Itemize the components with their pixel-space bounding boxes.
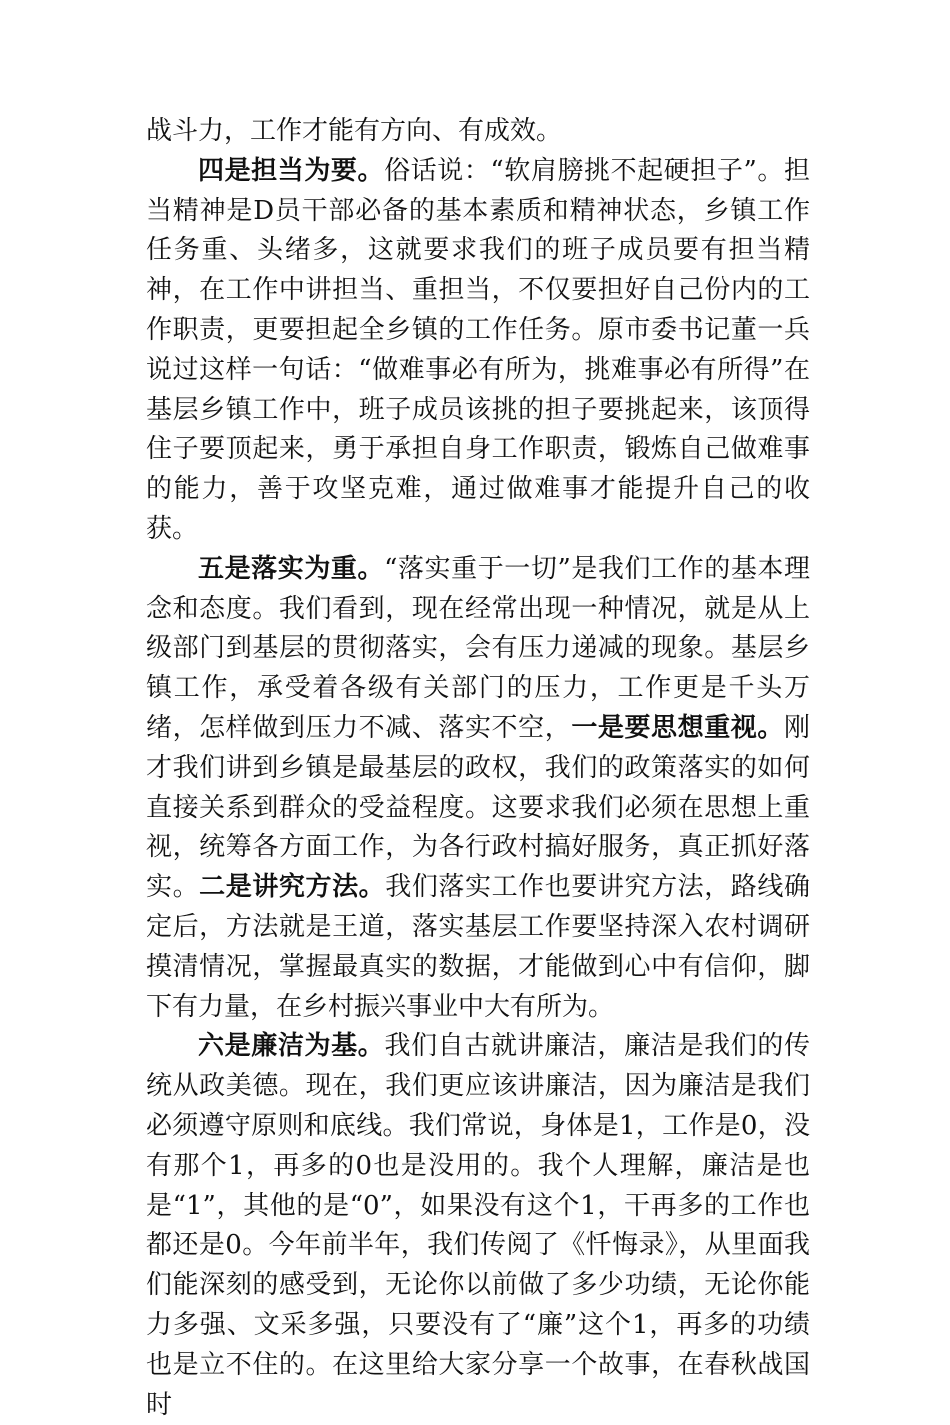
paragraph-integrity: [146, 1027, 810, 1425]
subpoint-heading-method: 二是讲究方法。: [199, 872, 386, 903]
section-heading-responsibility: 四是担当为要。: [198, 155, 385, 186]
section-heading-implementation: 五是落实为重。: [198, 553, 385, 584]
paragraph-continuation: [146, 112, 810, 152]
paragraph-text: 我们落实工作也要讲究方法，路线确定后，方法就是王道，落实基层工作要坚持深入农村调研摸清情况，掌握最真实的数据，才能做到心中有信仰，脚下有力量，在乡村振兴事业中大有所为。: [146, 872, 810, 1022]
paragraph-text: 战斗力，工作才能有方向、有成效。: [146, 116, 563, 146]
paragraph-responsibility: [146, 152, 810, 550]
paragraph-implementation: [146, 550, 810, 1028]
paragraph-text: 刚才我们讲到乡镇是最基层的政权，我们的政策落实的如何直接关系到群众的受益程度。这要求我们必须在思想上重视，统筹各方面工作，为各行政村搞好服务，真正抓好落实。: [146, 712, 810, 903]
paragraph-text: “落实重于一切”是我们工作的基本理念和态度。我们看到，现在经常出现一种情况，就是从上级部门到基层的贯彻落实，会有压力递减的现象。基层乡镇工作，承受着各级有关部门的压力，工作更是千头万绪，怎样做到压力不减、落实不空，: [146, 553, 810, 743]
document-body: [146, 112, 810, 1425]
paragraph-text: 我们自古就讲廉洁，廉洁是我们的传统从政美德。现在，我们更应该讲廉洁，因为廉洁是我们必须遵守原则和底线。我们常说，身体是1，工作是0，没有那个1，再多的0也是没用的。我个人理解，廉洁是也是“1”，其他的是“0”，如果没有这个1，干再多的工作也都还是0。今年前半年，我们传阅了《忏悔录》，从里面我们能深刻的感受到，无论你以前做了多少功绩，无论你能力多强、文采多强，只要没有了“廉”这个1，再多的功绩也是立不住的。在这里给大家分享一个故事，在春秋战国时: [146, 1031, 810, 1420]
paragraph-text: 俗话说：“软肩膀挑不起硬担子”。担当精神是D员干部必备的基本素质和精神状态，乡镇工作任务重、头绪多，这就要求我们的班子成员要有担当精神，在工作中讲担当、重担当，不仅要担好自己份内的工作职责，更要担起全乡镇的工作任务。原市委书记董一兵说过这样一句话：“做难事必有所为，挑难事必有所得”在基层乡镇工作中，班子成员该挑的担子要挑起来，该顶得住子要顶起来，勇于承担自身工作职责，锻炼自己做难事的能力，善于攻坚克难，通过做难事才能提升自己的收获。: [146, 155, 810, 544]
section-heading-integrity: 六是廉洁为基。: [198, 1031, 385, 1062]
subpoint-heading-thought: 一是要思想重视。: [571, 712, 784, 743]
